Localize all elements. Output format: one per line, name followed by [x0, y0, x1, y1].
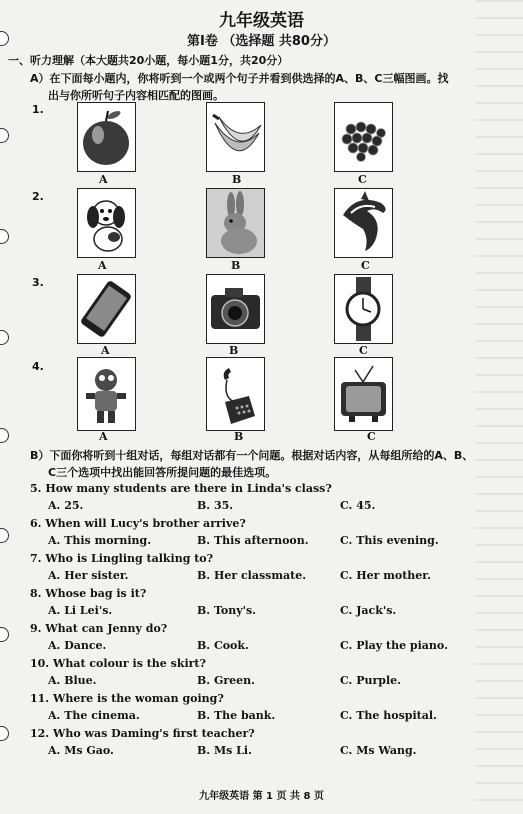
part-b-instruction: B）下面你将听到十组对话，每组对话都有一个问题。根据对话内容，从每组所给的A、B、 [30, 449, 474, 462]
question-text: 11. Where is the woman going? [30, 692, 224, 705]
page-footer: 九年级英语 第 1 页 共 8 页 [199, 791, 324, 802]
option-letter-b: B [229, 344, 239, 357]
answer-option-b: B. Her classmate. [197, 569, 307, 582]
option-letter-a: A [101, 344, 110, 357]
binding-hole [0, 330, 9, 345]
part-b-instruction-cont: C三个选项中找出能回答所提问题的最佳选项。 [48, 466, 277, 479]
option-letter-a: A [98, 259, 107, 272]
rabbit-picture [206, 188, 265, 258]
binding-hole [0, 229, 9, 244]
picture-question-number: 1. [32, 103, 44, 116]
question-text: 6. When will Lucy's brother arrive? [30, 517, 246, 530]
part-a-instruction: A）在下面每小题内，你将听到一个或两个句子并看到供选择的A、B、C三幅图画。找 [30, 72, 449, 85]
binding-hole [0, 528, 9, 543]
question-text: 10. What colour is the skirt? [30, 657, 206, 670]
mobile-phone-picture [77, 274, 136, 344]
robot-icon [78, 358, 135, 430]
phone-icon [78, 275, 135, 343]
answer-option-b: B. 35. [197, 499, 234, 512]
telephone-icon [207, 358, 264, 430]
grapes-picture [334, 102, 393, 172]
option-letter-c: C [358, 173, 367, 186]
dog-icon [78, 189, 135, 257]
bananas-icon [207, 103, 264, 171]
answer-option-b: B. The bank. [197, 709, 276, 722]
answer-option-c: C. Her mother. [340, 569, 431, 582]
camera-picture [206, 274, 265, 344]
picture-question-number: 3. [32, 276, 44, 289]
answer-option-c: C. The hospital. [340, 709, 437, 722]
tv-icon [335, 358, 392, 430]
binding-hole [0, 726, 9, 741]
camera-icon [207, 275, 264, 343]
option-letter-a: A [99, 430, 108, 443]
answer-option-b: B. Green. [197, 674, 255, 687]
grapes-icon [335, 103, 392, 171]
answer-option-a: A. 25. [48, 499, 84, 512]
dolphin-icon [335, 189, 392, 257]
binding-hole [0, 428, 9, 443]
answer-option-a: A. Ms Gao. [48, 744, 114, 757]
page-subtitle: 第Ⅰ卷 （选择题 共80分） [187, 34, 336, 49]
watch-picture [334, 274, 393, 344]
option-letter-b: B [234, 430, 244, 443]
apple-icon [78, 103, 135, 171]
answer-option-c: C. Jack's. [340, 604, 397, 617]
answer-option-c: C. Play the piano. [340, 639, 448, 652]
answer-option-b: B. This afternoon. [197, 534, 309, 547]
option-letter-c: C [359, 344, 368, 357]
answer-option-c: C. Purple. [340, 674, 401, 687]
robot-toy-picture [77, 357, 136, 431]
bleed-through-text [475, 0, 523, 814]
answer-option-c: C. This evening. [340, 534, 439, 547]
answer-option-c: C. Ms Wang. [340, 744, 417, 757]
answer-option-c: C. 45. [340, 499, 376, 512]
dolphin-picture [334, 188, 393, 258]
answer-option-a: A. Blue. [48, 674, 97, 687]
picture-question-number: 2. [32, 190, 44, 203]
option-letter-b: B [231, 259, 241, 272]
question-text: 5. How many students are there in Linda's class? [30, 482, 332, 495]
part-a-instruction-cont: 出与你所听句子内容相匹配的图画。 [48, 89, 224, 102]
binding-hole [0, 627, 9, 642]
binding-hole [0, 128, 9, 143]
rabbit-icon [207, 189, 264, 257]
section-heading: 一、听力理解（本大题共20小题，每小题1分，共20分） [8, 54, 289, 67]
option-letter-c: C [361, 259, 370, 272]
answer-option-a: A. Li Lei's. [48, 604, 113, 617]
telephone-picture [206, 357, 265, 431]
question-text: 12. Who was Daming's first teacher? [30, 727, 255, 740]
answer-option-b: B. Tony's. [197, 604, 256, 617]
option-letter-c: C [367, 430, 376, 443]
dog-picture [77, 188, 136, 258]
question-text: 8. Whose bag is it? [30, 587, 147, 600]
page-title: 九年级英语 [219, 11, 304, 31]
answer-option-a: A. Her sister. [48, 569, 129, 582]
answer-option-b: B. Cook. [197, 639, 249, 652]
answer-option-a: A. Dance. [48, 639, 107, 652]
bananas-picture [206, 102, 265, 172]
answer-option-b: B. Ms Li. [197, 744, 252, 757]
television-picture [334, 357, 393, 431]
option-letter-a: A [99, 173, 108, 186]
answer-option-a: A. This morning. [48, 534, 152, 547]
question-text: 9. What can Jenny do? [30, 622, 168, 635]
watch-icon [335, 275, 392, 343]
picture-question-number: 4. [32, 360, 44, 373]
answer-option-a: A. The cinema. [48, 709, 140, 722]
question-text: 7. Who is Lingling talking to? [30, 552, 214, 565]
apple-picture [77, 102, 136, 172]
option-letter-b: B [232, 173, 242, 186]
